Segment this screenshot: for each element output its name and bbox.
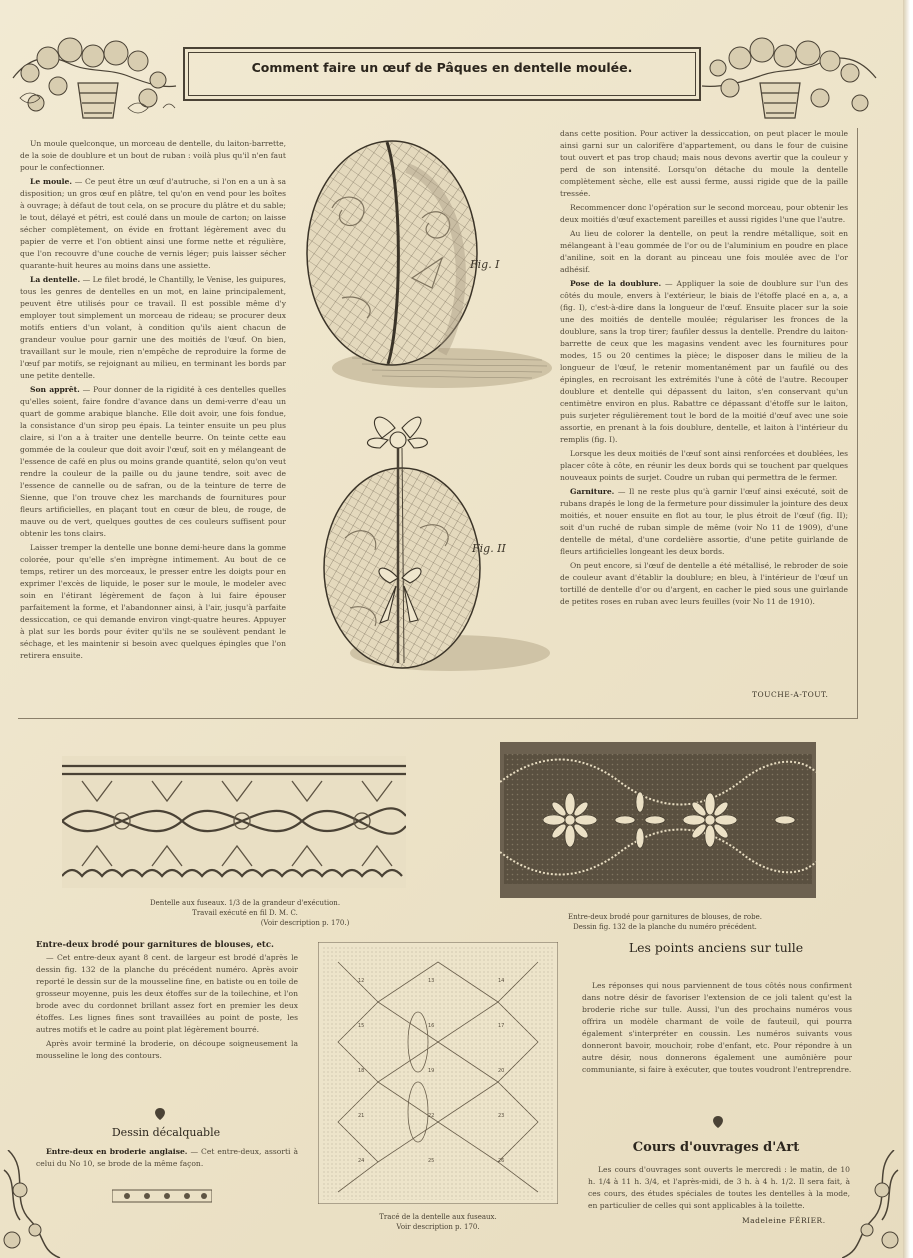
pattern-number: 24 [358,1158,365,1164]
points-anciens-paragraph: Les réponses qui nous parviennent de tous côtés nous confirment dans notre désir de favoriser l'extension de ce joli talent qu'est la broderie riche sur tulle. Aussi, l'un des prochains numéros vous offrira un modèle charmant de voile de fauteuil, qui pourra également s'interpréter en coussin. Les numéros suivants vous donneront bavoir, mouchoir, robe d'enfant, etc. Pour répondre à un autre désir, nous donnerons également une aumônière pour communiante, si faire à exécuter, que toutes voudront l'entreprendre. [582,981,852,1074]
pattern-number: 14 [498,978,505,984]
bobbin-lace-pattern-diagram [318,942,558,1204]
trace-caption-line2: Voir description p. 170. [396,1223,480,1231]
pattern-number: 21 [358,1113,365,1119]
points-anciens-text-block [582,980,852,1114]
apprets-text: — Pour donner de la rigidité à ces dentelles quelles qu'elles soient, faire fondre d'avance dans un demi-verre d'eau un quart de gomme arabique blanche. Elle doit avoir, une fois fondue, la consistance d'un sirop peu épais. La teinter ensuite un peu plus claire, si l'on a à traiter une dentelle beurre. On teinte cette eau gommée de la couleur que doit avoir l'œuf, soit en y mélangeant de l'essence de café en plus ou moins grande quantité, selon qu'on veut rendre la couleur de la paille ou du jaune tendre, soit avec de l'essence de cannelle ou de safran, ou de la teinture de terre de Sienne, que l'on trouve chez les marchands de fournitures pour fleurs artificielles, en plaçant tout en cœur de bleu, de rouge, de mauve ou de vert, quelques gouttes de ces couleurs suffisent pour obtenir les tons clairs. [20,385,286,538]
dessin-paragraph [36,1146,298,1170]
garniture-text: — Il ne reste plus qu'à garnir l'œuf ainsi exécuté, soit de rubans drapés le long de la fermeture pour dissimuler la jointure des deux moitiés, et nouer ensuite en flot au tour, le plus étroit de l'œuf (fig. II); soit d'un ruché de ruban simple de même (voir No 11 de 1909), d'une dentelle de métal, d'une cordelière assortie, d'une petite guirlande de fleurs artificielles longeant les deux bords. [560,487,848,556]
dessin-text-block [36,1146,298,1172]
lace-caption-line1: Dentelle aux fuseaux. 1/3 de la grandeur d'exécution. [149,899,341,907]
fig1-label: Fig. I [470,258,500,271]
trace-caption-line1: Tracé de la dentelle aux fuseaux. [379,1213,497,1221]
small-embroidery-strip [112,1186,212,1206]
corner-ornament-bottom-left [0,1150,70,1258]
pattern-number: 19 [428,1068,435,1074]
col3-paragraph-2: Recommencer donc l'opération sur le second morceau, pour obtenir les deux moitiés d'œuf exactement pareilles et aussi rigides l'une que l'autre. [560,203,848,224]
cours-signature: Madeleine FÉRIER. [742,1216,826,1225]
pattern-number: 22 [428,1113,435,1119]
lace-caption [100,898,390,928]
page-title: Comment faire un œuf de Pâques en dentelle moulée. [251,60,633,75]
article-signature: TOUCHE-A-TOUT. [752,690,829,699]
garniture-heading: Garniture. [570,487,615,496]
entre-deux-paragraph: — Cet entre-deux ayant 8 cent. de largeur est brodé d'après le dessin fig. 132 de la planche du précédent numéro. Après avoir reporté le dessin sur de la mousseline fine, en batiste ou en toile de grosseur moyenne, puis les deux étoffes sur de la toilechine, et l'on brode avec du cordonnet brillant assez fort en premier les deux étoffes. Les lignes fines sont travaillées au point de poste, les autres motifs et le cadre au point plat légèrement bourré. [36,953,298,1034]
lace-caption-line2: Travail exécuté en fil D. M. C. [192,909,298,917]
egg-illustration-fig2 [310,408,560,678]
dentelle-heading: La dentelle. [30,275,81,284]
apprets-paragraph [20,384,286,540]
cours-ouvrages-heading: Cours d'ouvrages d'Art [632,1140,800,1155]
article-column-left [20,138,286,698]
pattern-number: 25 [428,1158,435,1164]
cours-text-block [588,1164,850,1214]
apprets-heading: Son apprêt. [30,385,80,394]
lace-caption-line3: (Voir description p. 170.) [260,919,350,927]
pattern-number: 15 [358,1023,365,1029]
header-floral-ornament-left [8,28,178,123]
page-edge [903,0,913,1258]
intro-paragraph: Un moule quelconque, un morceau de dentelle, du laiton-barrette, de la soie de doublure et un bout de ruban : voilà plus qu'il n'en faut pour le confectionner. [20,139,286,172]
pattern-number: 13 [428,978,435,984]
embroidery-caption [520,912,810,932]
dessin-text: — Cet entre-deux, assorti à celui du No 10, se brode de la même façon. [36,1147,298,1168]
pattern-number: 17 [498,1023,505,1029]
apprets-paragraph-2: Laisser tremper la dentelle une bonne demi-heure dans la gomme colorée, pour qu'elle s'en imprègne intimement. Au bout de ce temps, retirer un des morceaux, le presser entre les doigts pour en exprimer l'excès de liquide, le poser sur le moule, le modeler avec soin en l'étirant légèrement de façon à lui faire épouser parfaitement la forme, et l'abandonner ainsi, à l'air, jusqu'à parfaite dessiccation, ce qui demande environ vingt-quatre heures. Appuyer à plat sur les bords pour éviter qu'ils ne se soulèvent pendant le séchage, et les maintenir si besoin avec quelques épingles que l'on retirera ensuite. [20,543,286,660]
egg-illustration-fig1 [292,128,552,398]
embroidery-caption-line2: Dessin fig. 132 de la planche du numéro précédent. [573,923,757,931]
doublure-paragraph [560,278,848,446]
garniture-paragraph [560,486,848,558]
corner-ornament-bottom-right [842,1150,902,1258]
embroidery-caption-line1: Entre-deux brodé pour garnitures de blouses, de robe. [568,913,762,921]
section-divider [18,718,858,719]
fleuron-ornament [150,1106,170,1122]
entre-deux-paragraph-2: Après avoir terminé la broderie, on découpe soigneusement la mousseline le long des contours. [36,1039,298,1060]
pattern-number: 26 [498,1158,505,1164]
dentelle-text: — Le filet brodé, le Chantilly, le Venise, les guipures, tous les genres de dentelles en un mot, en laine principalement, peuvent être utilisés pour ce travail. Il est possible même d'y employer tout simplement un morceau de rideau; se procurer deux motifs entiers d'un volant, à condition qu'ils aient chacun de grandeur voulue pour garnir une des moitiés de l'œuf. On bien, travaillant sur le moule, rien n'empêche de reproduire la forme de l'œuf par motifs, se rejoignant au milieu, en terminant les bords par une petite dentelle. [20,275,286,380]
points-anciens-heading: Les points anciens sur tulle [628,940,804,955]
moule-text: — Ce peut être un œuf d'autruche, si l'on en a un à sa disposition; un gros œuf en plâtre, tel qu'on en vend pour les boîtes à ouvrage; à défaut de tout cela, on se procure du plâtre et du sable; le tout, délayé et pétri, est coulé dans un moule de carton; on laisse sécher complètement, on évide en frottant légèrement avec du papier de verre et l'on obtient ainsi une forme nette et régulière, que l'on recouvre d'une couche de vernis léger; puis laisser sécher quarante-huit heures au moins dans une assiette. [20,177,286,270]
dessin-subheading: Entre-deux en broderie anglaise. [46,1147,188,1156]
article-column-right [560,128,848,700]
pattern-number: 23 [498,1113,505,1119]
entre-deux-text-block [36,952,298,1080]
header-floral-ornament-right [700,28,880,123]
dessin-decalquable-heading: Dessin décalquable [111,1126,221,1139]
pattern-number: 16 [428,1023,435,1029]
moule-paragraph [20,176,286,272]
pattern-number: 20 [498,1068,505,1074]
pattern-number: 18 [358,1068,365,1074]
lace-border-illustration [62,756,406,888]
pattern-number: 12 [358,978,365,984]
cours-paragraph: Les cours d'ouvrages sont ouverts le mercredi : le matin, de 10 h. 1/4 à 11 h. 3/4, et l'après-midi, de 3 h. à 4 h. 1/2. Il sera fait, à ces cours, des études spéciales de toutes les dentelles à la mode, en particulier de celles qui sont applicables à la toilette. [588,1165,850,1210]
dentelle-paragraph [20,274,286,382]
embroidery-border-illustration [500,742,816,898]
doublure-heading: Pose de la doublure. [570,279,662,288]
doublure-paragraph-2: Lorsque les deux moitiés de l'œuf sont ainsi renforcées et doublées, les placer côte à côte, en réunir les deux bords qui se touchent par quelques nouveaux points de surjet. Coudre un ruban qui permettra de le fermer. [560,449,848,482]
doublure-text: — Appliquer la soie de doublure sur l'un des côtés du moule, envers à l'extérieur, le biais de l'étoffe placé en a, a, a (fig. I), c'est-à-dire dans la longueur de l'œuf. Ensuite placer sur la soie une des moitiés de dentelle moulée; régulariser les fronces de la doublure, sans la trop tirer; faufiler dessus la dentelle. Prendre du laiton-barrette de ceux que les magasins vendent avec les fournitures pour modes, 15 ou 20 centimes la pièce; le disposer dans le milieu de la longueur de l'œuf, le retenir momentanément par un faufilé ou des épingles, en recroisant les extrémités l'une à côté de l'autre. Recouper doublure et dentelle qui dépassent du laiton, s'en conservant qu'un centimètre environ en plus. Rabattre ce dépassant d'étoffe sur le laiton, puis surjeter régulièrement tout le bord de la moitié d'œuf avec une soie assortie, en prenant à la fois doublure, dentelle, et laiton à l'intérieur du remplis (fig. I). [560,279,848,444]
column-rule-right [857,128,858,718]
fleuron-ornament-right [708,1114,728,1130]
moule-heading: Le moule. [30,177,73,186]
trace-caption [318,1212,558,1232]
entre-deux-heading: Entre-deux brodé pour garnitures de blouses, etc. [36,940,274,950]
col3-paragraph-3: Au lieu de colorer la dentelle, on peut la rendre métallique, soit en mélangeant à l'eau gommée de l'or ou de l'aluminium en poudre en place d'aniline, soit en la dorant au pinceau une fois moulée avec de l'or adhésif. [560,229,848,274]
fig2-label: Fig. II [472,542,506,555]
col3-paragraph-1: dans cette position. Pour activer la dessiccation, on peut placer le moule ainsi garni sur un calorifère d'appartement, ou dans le four de cuisine tout ouvert et pas trop chaud; mais nous devons avertir que la couleur y perd de son intensité. Lorsqu'on détache du moule la dentelle complètement sèche, elle est aussi ferme, aussi rigide que de la paille tressée. [560,129,848,198]
garniture-paragraph-2: On peut encore, si l'œuf de dentelle a été métallisé, le rebroder de soie de couleur avant d'établir la doublure; en bleu, à l'intérieur de l'œuf un tortillé de dentelle d'or ou d'argent, en cacher le pied sous une guirlande de petites roses en ruban avec leurs feuilles (voir No 11 de 1910). [560,561,848,606]
